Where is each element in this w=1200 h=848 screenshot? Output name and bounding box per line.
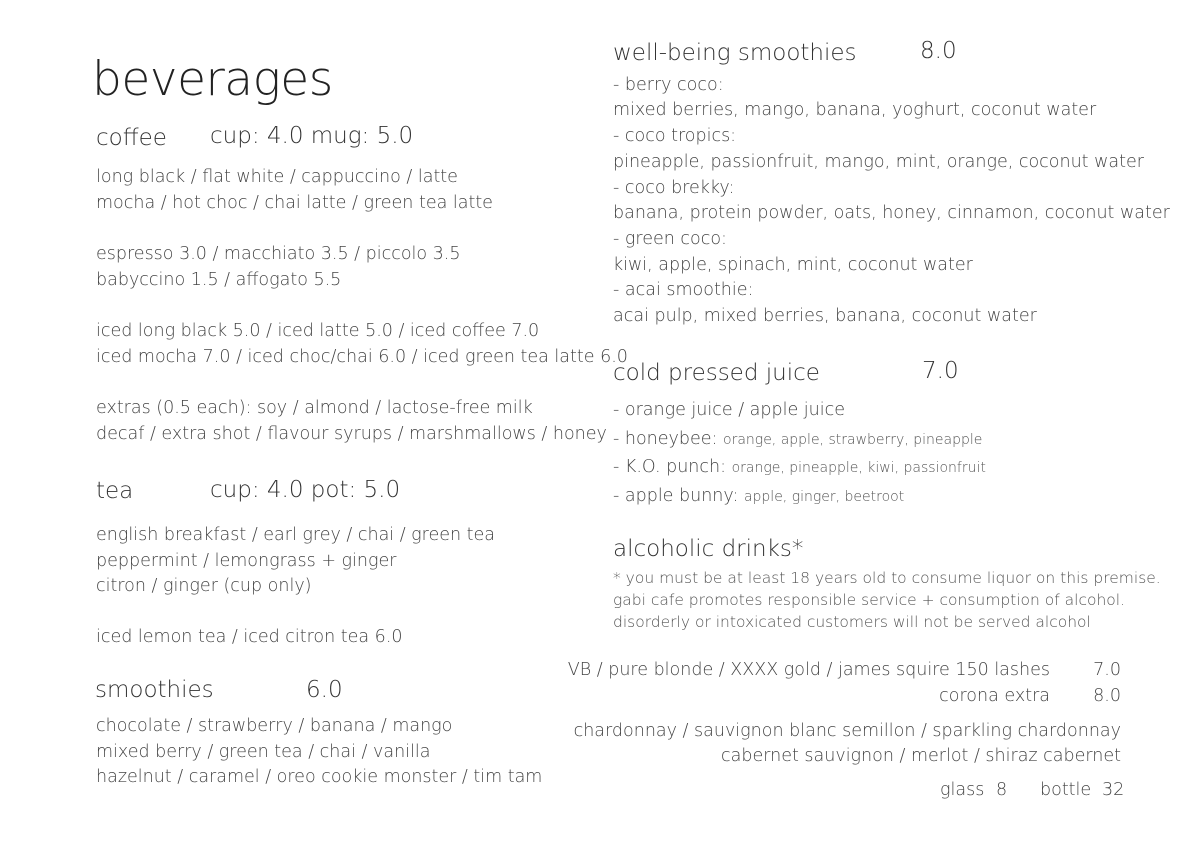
- juice-item: [613, 454, 986, 481]
- alcohol-note: * you must be at least 18 years old to consume liquor on this premise.: [613, 569, 1161, 587]
- smoothies-price: 6.0: [306, 677, 343, 703]
- wellbeing-line: - acai smoothie:: [613, 280, 754, 300]
- juice-item: [613, 397, 845, 423]
- wellbeing-line: banana, protein powder, oats, honey, cinnamon, coconut water: [613, 203, 1170, 223]
- smoothies-heading: smoothies: [95, 677, 214, 703]
- glass-label: glass: [940, 780, 985, 800]
- coffee-prices: cup: 4.0 mug: 5.0: [210, 123, 414, 149]
- tea-line: citron / ginger (cup only): [96, 576, 312, 596]
- juice-item-desc: orange, pineapple, kiwi, passionfruit: [731, 460, 986, 476]
- wellbeing-line: - coco tropics:: [613, 126, 737, 146]
- alcohol-note: disorderly or intoxicated customers will not be served alcohol: [613, 613, 1091, 631]
- juice-item: [613, 426, 982, 453]
- coffee-line: extras (0.5 each): soy / almond / lactose-free milk: [96, 398, 533, 418]
- coffee-heading: coffee: [96, 125, 167, 151]
- wellbeing-line: mixed berries, mango, banana, yoghurt, coconut water: [613, 100, 1097, 120]
- wellbeing-line: - berry coco:: [613, 75, 724, 95]
- bottle-label: bottle: [1040, 780, 1092, 800]
- smoothies-line: chocolate / strawberry / banana / mango: [96, 716, 453, 736]
- juice-price: 7.0: [922, 358, 959, 384]
- wellbeing-line: - coco brekky:: [613, 178, 735, 198]
- wellbeing-line: pineapple, passionfruit, mango, mint, orange, coconut water: [613, 152, 1144, 172]
- coffee-line: espresso 3.0 / macchiato 3.5 / piccolo 3.5: [96, 244, 461, 264]
- alcohol-heading: alcoholic drinks*: [613, 536, 804, 562]
- tea-line: english breakfast / earl grey / chai / green tea: [96, 525, 496, 545]
- coffee-line: iced long black 5.0 / iced latte 5.0 / iced coffee 7.0: [96, 321, 540, 341]
- juice-heading: cold pressed juice: [613, 360, 820, 386]
- bottle-price: 32: [1102, 780, 1125, 800]
- coffee-line: babyccino 1.5 / affogato 5.5: [96, 270, 342, 290]
- tea-heading: tea: [96, 478, 134, 504]
- juice-item-desc: orange, apple, strawberry, pineapple: [723, 432, 983, 448]
- juice-item: [613, 483, 904, 510]
- beer-price: 7.0: [1093, 660, 1121, 680]
- wellbeing-price: 8.0: [920, 38, 957, 64]
- beer-name: VB / pure blonde / XXXX gold / james squire 150 lashes: [567, 660, 1050, 680]
- coffee-line: mocha / hot choc / chai latte / green tea latte: [96, 193, 493, 213]
- juice-item-desc: apple, ginger, beetroot: [743, 489, 905, 505]
- wine-line: chardonnay / sauvignon blanc semillon / sparkling chardonnay: [573, 721, 1121, 741]
- wellbeing-heading: well-being smoothies: [613, 40, 857, 66]
- coffee-line: decaf / extra shot / flavour syrups / marshmallows / honey: [96, 424, 607, 444]
- wine-line: cabernet sauvignon / merlot / shiraz cabernet: [721, 746, 1121, 766]
- wellbeing-line: kiwi, apple, spinach, mint, coconut water: [613, 255, 973, 275]
- wellbeing-line: - green coco:: [613, 229, 727, 249]
- glass-price: 8: [996, 780, 1008, 800]
- smoothies-line: hazelnut / caramel / oreo cookie monster / tim tam: [96, 767, 543, 787]
- wellbeing-line: acai pulp, mixed berries, banana, coconut water: [613, 306, 1037, 326]
- tea-prices: cup: 4.0 pot: 5.0: [210, 477, 401, 503]
- juice-item-name: - honeybee:: [613, 429, 718, 449]
- tea-line: iced lemon tea / iced citron tea 6.0: [96, 627, 403, 647]
- page-title: beverages: [92, 52, 333, 107]
- alcohol-note: gabi cafe promotes responsible service + consumption of alcohol.: [613, 591, 1126, 609]
- juice-item-name: - orange juice / apple juice: [613, 400, 845, 420]
- beer-name: corona extra: [939, 686, 1050, 706]
- beer-price: 8.0: [1093, 686, 1121, 706]
- juice-item-name: - apple bunny:: [613, 486, 739, 506]
- coffee-line: long black / flat white / cappuccino / latte: [96, 167, 458, 187]
- coffee-line: iced mocha 7.0 / iced choc/chai 6.0 / iced green tea latte 6.0: [96, 347, 628, 367]
- smoothies-line: mixed berry / green tea / chai / vanilla: [96, 742, 431, 762]
- tea-line: peppermint / lemongrass + ginger: [96, 551, 397, 571]
- juice-item-name: - K.O. punch:: [613, 457, 727, 477]
